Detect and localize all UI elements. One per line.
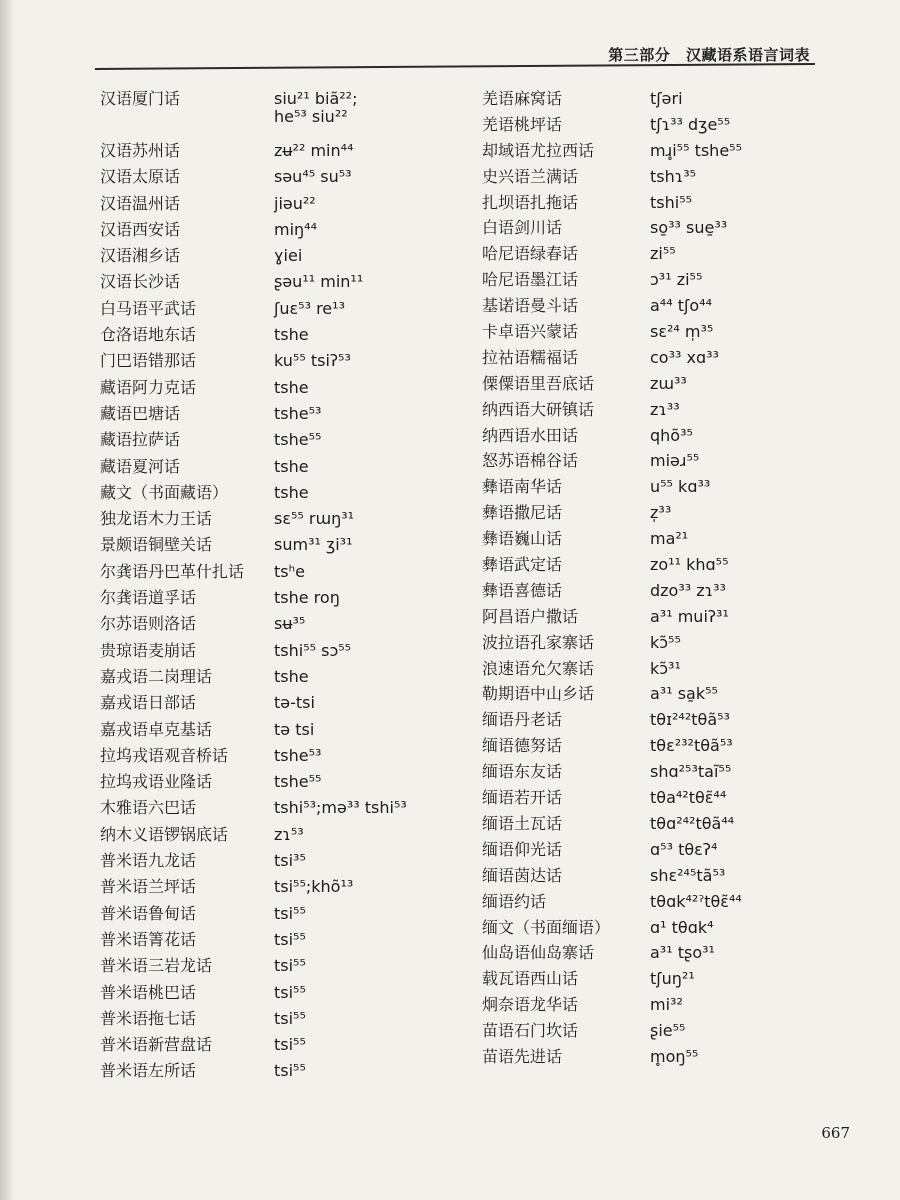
ipa-form: tshe⁵⁵	[274, 430, 322, 450]
dialect-name: 缅语东友话	[482, 762, 563, 782]
ipa-form: ma²¹	[650, 529, 689, 549]
entry-row	[482, 867, 842, 893]
entry-row	[482, 737, 842, 763]
dialect-name: 缅语若开话	[482, 788, 563, 808]
dialect-name: 苗语石门坎话	[482, 1021, 579, 1041]
ipa-form: siu²¹ biã²²; he⁵³ siu²²	[274, 89, 358, 126]
dialect-name: 汉语太原话	[100, 167, 181, 187]
entry-row	[482, 815, 842, 841]
entry-row	[100, 957, 480, 983]
ipa-form: ɑ⁵³ tθɛʔ⁴	[650, 839, 718, 859]
entry-row	[100, 431, 480, 457]
ipa-form: tshe	[274, 325, 309, 345]
ipa-form: z̩³³	[650, 503, 672, 523]
entry-row	[482, 297, 842, 323]
dialect-name: 尔龚语丹巴革什扎话	[100, 561, 245, 581]
dialect-name: 普米语鲁甸话	[100, 903, 197, 923]
dialect-name: 汉语湘乡话	[100, 246, 181, 266]
ipa-form: tsi⁵⁵	[274, 1035, 306, 1055]
ipa-form: tθɑk⁴²ˀtθɛ̃⁴⁴	[650, 891, 742, 911]
entry-row	[100, 195, 480, 221]
entry-row	[100, 379, 480, 405]
dialect-name: 尔苏语则洛话	[100, 614, 197, 634]
running-header	[598, 44, 810, 65]
ipa-form: tshi⁵⁵	[650, 192, 693, 212]
entry-row	[482, 323, 842, 349]
entry-row	[100, 273, 480, 299]
ipa-form: ʂəu¹¹ min¹¹	[274, 272, 364, 292]
dialect-name: 贵琼语麦崩话	[100, 640, 197, 660]
ipa-form: dzo³³ zɿ³³	[650, 580, 726, 600]
dialect-name: 普米语九龙话	[100, 851, 197, 871]
ipa-form: tʃɿ³³ dʒe⁵⁵	[650, 114, 731, 134]
ipa-form: u⁵⁵ kɑ³³	[650, 477, 711, 497]
dialect-name: 藏语巴塘话	[100, 403, 181, 423]
dialect-name: 苗语先进话	[482, 1046, 563, 1066]
dialect-name: 普米语拖七话	[100, 1008, 197, 1028]
entry-row	[482, 349, 842, 375]
ipa-form: ku⁵⁵ tsiʔ⁵³	[274, 351, 351, 371]
ipa-form: sum³¹ ʒi³¹	[274, 535, 353, 555]
ipa-form: tshi⁵⁵ sɔ⁵⁵	[274, 640, 352, 660]
dialect-name: 缅语德努话	[482, 736, 563, 756]
ipa-form: tsi⁵⁵	[274, 982, 306, 1002]
entry-row	[482, 1048, 842, 1074]
dialect-name: 彝语喜德话	[482, 580, 563, 600]
entry-row	[482, 582, 842, 608]
dialect-name: 傈僳语里吾底话	[482, 373, 595, 393]
entry-row	[100, 247, 480, 273]
ipa-form: a⁴⁴ tʃo⁴⁴	[650, 296, 712, 316]
entry-row	[100, 510, 480, 536]
dialect-name: 缅语丹老话	[482, 710, 563, 730]
entry-row	[100, 300, 480, 326]
entry-row	[100, 931, 480, 957]
ipa-form: zɿ⁵³	[274, 824, 304, 844]
dialect-name: 怒苏语棉谷话	[482, 451, 579, 471]
dialect-name: 汉语西安话	[100, 219, 181, 239]
section-title: 汉藏语系语言词表	[685, 46, 810, 64]
ipa-form: ʂie⁵⁵	[650, 1021, 686, 1041]
entry-row	[100, 773, 480, 799]
entry-row	[482, 789, 842, 815]
entry-row	[100, 90, 480, 142]
entry-row	[482, 245, 842, 271]
ipa-form: miəɹ⁵⁵	[650, 451, 700, 471]
ipa-form: zɿ³³	[650, 399, 680, 419]
dialect-name: 基诺语曼斗话	[482, 296, 579, 316]
entry-row	[100, 878, 480, 904]
ipa-form: shɑ²⁵³taĩ⁵⁵	[650, 762, 732, 782]
entry-row	[482, 944, 842, 970]
dialect-name: 藏语拉萨话	[100, 430, 181, 450]
dialect-name: 波拉语孔家寨话	[482, 632, 595, 652]
ipa-form: tshe	[274, 456, 309, 476]
entry-row	[482, 970, 842, 996]
dialect-name: 纳木义语锣锅底话	[100, 824, 229, 844]
ipa-form: tʃəri	[650, 89, 683, 108]
ipa-form: qhõ³⁵	[650, 425, 693, 445]
dialect-name: 拉坞戎语业隆话	[100, 772, 213, 792]
entry-row	[482, 427, 842, 453]
ipa-form: zʉ²² min⁴⁴	[274, 141, 354, 160]
entry-row	[100, 142, 480, 168]
entry-row	[100, 458, 480, 484]
entry-row	[100, 747, 480, 773]
ipa-form: ɣiei	[274, 246, 303, 266]
entry-row	[482, 763, 842, 789]
entry-row	[100, 221, 480, 247]
page-number: 667	[821, 1124, 850, 1142]
entry-row	[100, 668, 480, 694]
ipa-form: sʉ³⁵	[274, 614, 306, 634]
dialect-name: 缅语土瓦话	[482, 813, 563, 833]
dialect-name: 炯奈语龙华话	[482, 995, 579, 1015]
ipa-form: zo¹¹ khɑ⁵⁵	[650, 555, 729, 575]
dialect-name: 藏文（书面藏语）	[100, 482, 229, 502]
ipa-form: zi⁵⁵	[650, 244, 676, 264]
ipa-form: a³¹ muiʔ³¹	[650, 606, 729, 626]
ipa-form: tsi⁵⁵	[274, 1008, 306, 1028]
ipa-form: tsi⁵⁵	[274, 956, 306, 976]
entry-row	[482, 660, 842, 686]
ipa-form: tshe	[274, 482, 309, 502]
ipa-form: tshe roŋ	[274, 588, 340, 608]
dialect-name: 汉语厦门话	[100, 89, 181, 108]
entry-row	[482, 168, 842, 194]
entry-row	[482, 90, 842, 116]
ipa-form: tshe⁵³	[274, 745, 322, 765]
ipa-form: kɔ̃³¹	[650, 658, 681, 678]
entry-row	[100, 405, 480, 431]
right-column	[482, 90, 842, 1074]
dialect-name: 木雅语六巴话	[100, 798, 197, 818]
ipa-form: tθɛ²³²tθã⁵³	[650, 736, 733, 756]
dialect-name: 嘉戎语卓克基话	[100, 719, 213, 739]
dialect-name: 独龙语木力王话	[100, 509, 213, 529]
ipa-form: tə-tsi	[274, 693, 315, 713]
header-rule	[95, 63, 815, 70]
dialect-name: 缅语仰光话	[482, 839, 563, 859]
entry-row	[482, 271, 842, 297]
dialect-name: 嘉戎语二岗理话	[100, 666, 213, 686]
entry-row	[100, 615, 480, 641]
dialect-name: 浪速语允欠寨话	[482, 658, 595, 678]
ipa-form: sɛ⁵⁵ rɯŋ³¹	[274, 509, 355, 529]
dialect-name: 嘉戎语日部话	[100, 693, 197, 713]
entry-row	[482, 1022, 842, 1048]
entry-row	[100, 826, 480, 852]
entry-row	[100, 1010, 480, 1036]
entry-row	[482, 996, 842, 1022]
entry-row	[482, 634, 842, 660]
entry-row	[100, 484, 480, 510]
entry-row	[100, 984, 480, 1010]
ipa-form: zɯ³³	[650, 373, 687, 393]
ipa-form: mɹ̥i⁵⁵ tshe⁵⁵	[650, 140, 742, 160]
dialect-name: 缅语约话	[482, 891, 547, 911]
entry-row	[482, 893, 842, 919]
ipa-form: tshɿ³⁵	[650, 166, 697, 186]
ipa-form: tshe	[274, 666, 309, 686]
dialect-name: 羌语麻窝话	[482, 89, 563, 108]
dialect-name: 白马语平武话	[100, 298, 197, 318]
ipa-form: səu⁴⁵ su⁵³	[274, 167, 352, 187]
ipa-form: tsi⁵⁵	[274, 929, 306, 949]
ipa-form: tsi⁵⁵	[274, 1061, 306, 1081]
dialect-name: 缅语茵达话	[482, 865, 563, 885]
dialect-name: 普米语桃巴话	[100, 982, 197, 1002]
entry-row	[482, 142, 842, 168]
dialect-name: 汉语苏州话	[100, 141, 181, 160]
ipa-form: mi³²	[650, 995, 683, 1015]
dialect-name: 史兴语兰满话	[482, 166, 579, 186]
dialect-name: 羌语桃坪话	[482, 114, 563, 134]
dialect-name: 哈尼语墨江话	[482, 270, 579, 290]
ipa-form: ɑ¹ tθɑk⁴	[650, 917, 714, 937]
dialect-name: 却域语尤拉西话	[482, 140, 595, 160]
section-label: 第三部分	[608, 46, 671, 64]
dialect-name: 阿昌语户撒话	[482, 606, 579, 626]
page-edge-shadow	[0, 0, 14, 1200]
dialect-name: 仙岛语仙岛寨话	[482, 943, 595, 963]
ipa-form: shɛ²⁴⁵tã⁵³	[650, 865, 726, 885]
dialect-name: 彝语武定话	[482, 555, 563, 575]
dialect-name: 仓洛语地东话	[100, 325, 197, 345]
entry-row	[482, 919, 842, 945]
entry-row	[482, 685, 842, 711]
left-column	[100, 90, 480, 1089]
entry-row	[100, 1062, 480, 1088]
dialect-name: 白语剑川话	[482, 218, 563, 238]
entry-row	[482, 608, 842, 634]
ipa-form: tsi⁵⁵;khõ¹³	[274, 877, 354, 897]
dialect-name: 景颇语铜壁关话	[100, 535, 213, 555]
dialect-name: 拉祜语糯福话	[482, 347, 579, 367]
dialect-name: 纳西语水田话	[482, 425, 579, 445]
dialect-name: 扎坝语扎拖话	[482, 192, 579, 212]
ipa-form: m̥oŋ⁵⁵	[650, 1046, 699, 1066]
ipa-form: tshe⁵³	[274, 403, 322, 423]
entry-row	[482, 375, 842, 401]
ipa-form: tsi³⁵	[274, 851, 306, 871]
entry-row	[100, 352, 480, 378]
dialect-name: 彝语南华话	[482, 477, 563, 497]
dialect-name: 普米语箐花话	[100, 929, 197, 949]
entry-row	[482, 530, 842, 556]
dialect-name: 哈尼语绿春话	[482, 244, 579, 264]
ipa-form: tθa⁴²tθɛ̃⁴⁴	[650, 788, 727, 808]
entry-row	[482, 478, 842, 504]
entry-row	[100, 168, 480, 194]
entry-row	[100, 326, 480, 352]
ipa-form: ʃuɛ⁵³ re¹³	[274, 298, 345, 318]
entry-row	[100, 563, 480, 589]
entry-row	[482, 504, 842, 530]
entry-row	[100, 536, 480, 562]
entry-row	[482, 401, 842, 427]
dialect-name: 汉语长沙话	[100, 272, 181, 292]
dialect-name: 拉坞戎语观音桥话	[100, 745, 229, 765]
dialect-name: 藏语夏河话	[100, 456, 181, 476]
ipa-form: so̱³³ sue̱³³	[650, 218, 728, 238]
ipa-form: tsi⁵⁵	[274, 903, 306, 923]
ipa-form: jiəu²²	[274, 193, 316, 213]
ipa-form: a³¹ sa̱k⁵⁵	[650, 684, 718, 704]
ipa-form: tshi⁵³;mə³³ tshi⁵³	[274, 798, 407, 818]
dialect-name: 藏语阿力克话	[100, 377, 197, 397]
ipa-form: co³³ xɑ³³	[650, 347, 719, 367]
entry-row	[100, 852, 480, 878]
entry-row	[482, 116, 842, 142]
dialect-name: 普米语左所话	[100, 1061, 197, 1081]
ipa-form: sɛ²⁴ m̩³⁵	[650, 322, 714, 342]
ipa-form: miŋ⁴⁴	[274, 219, 317, 239]
entry-row	[100, 721, 480, 747]
entry-row	[100, 589, 480, 615]
dialect-name: 门巴语错那话	[100, 351, 197, 371]
entry-row	[482, 219, 842, 245]
entry-row	[482, 711, 842, 737]
entry-row	[100, 1036, 480, 1062]
dialect-name: 勒期语中山乡话	[482, 684, 595, 704]
ipa-form: tʃuŋ²¹	[650, 969, 695, 989]
ipa-form: kɔ̃⁵⁵	[650, 632, 681, 652]
ipa-form: tə tsi	[274, 719, 315, 739]
dialect-name: 纳西语大研镇话	[482, 399, 595, 419]
dialect-name: 卡卓语兴蒙话	[482, 322, 579, 342]
ipa-form: tsʰe	[274, 561, 305, 581]
entry-row	[482, 194, 842, 220]
dialect-name: 普米语三岩龙话	[100, 956, 213, 976]
dialect-name: 汉语温州话	[100, 193, 181, 213]
entry-row	[100, 799, 480, 825]
entry-row	[100, 694, 480, 720]
dialect-name: 尔龚语道孚话	[100, 588, 197, 608]
entry-row	[482, 556, 842, 582]
dialect-name: 彝语巍山话	[482, 529, 563, 549]
entry-row	[100, 905, 480, 931]
dialect-name: 普米语新营盘话	[100, 1035, 213, 1055]
entry-row	[482, 841, 842, 867]
dialect-name: 载瓦语西山话	[482, 969, 579, 989]
entry-row	[482, 452, 842, 478]
entry-row	[100, 642, 480, 668]
ipa-form: tshe⁵⁵	[274, 772, 322, 792]
dialect-name: 普米语兰坪话	[100, 877, 197, 897]
ipa-form: ɔ³¹ zi⁵⁵	[650, 270, 703, 290]
ipa-form: tθɑ²⁴²tθã⁴⁴	[650, 813, 735, 833]
dialect-name: 彝语撒尼话	[482, 503, 563, 523]
ipa-form: tshe	[274, 377, 309, 397]
ipa-form: a³¹ tʂo³¹	[650, 943, 715, 963]
ipa-form: tθɪ²⁴²tθã⁵³	[650, 710, 730, 730]
dialect-name: 缅文（书面缅语）	[482, 917, 611, 937]
